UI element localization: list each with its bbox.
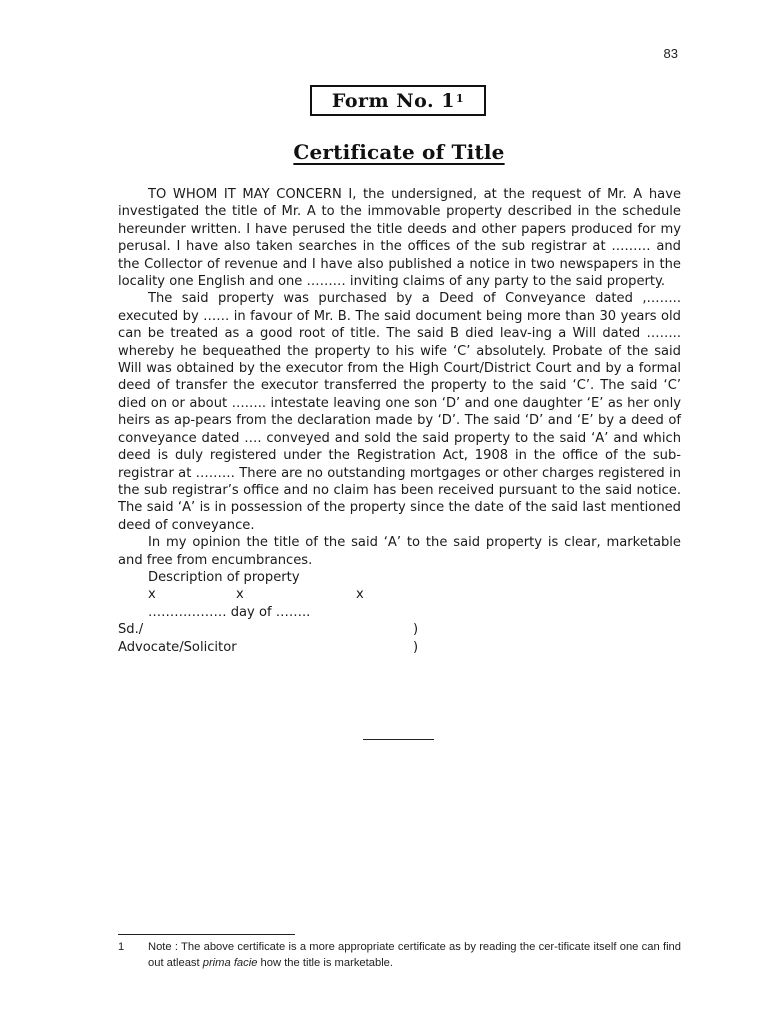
footnote-emphasis: prima facie bbox=[202, 957, 258, 969]
signature-bracket: ) bbox=[413, 639, 419, 655]
body-paragraph-history: The said property was purchased by a Deed of Conveyance dated ,…….. executed by …… in favour of Mr. B. The said document being more than 30 years old can be treated as a good root of title. The said B died leav-ing a Will dated …….. whereby he bequeathed the property to his wife ‘C’ absolutely. Probate of the said Will was obtained by the executor from the High Court/District Court and by a formal deed of transfer the executor transferred the property to the said ‘C’. The said ‘C’ died on or about …….. intestate leaving one son ‘D’ and one daughter ‘E’ as her only heirs as ap-pears from the declaration made by ‘D’. The said ‘D’ and ‘E’ by a deed of conveyance dated …. conveyed and sold the said property to the said ‘A’ and which deed is duly registered under the Registration Act, 1908 in the office of the sub-registrar at ……… There are no outstanding mortgages or other charges registered in the sub registrar’s office and no claim has been received pursuant to the said notice. The said ‘A’ is in possession of the property since the date of the said last mentioned deed of conveyance. bbox=[118, 291, 681, 533]
footnote-text-before: Note : The above certificate is a more appropriate certificate as by reading the cer-tificate itself one can find out atleast bbox=[148, 941, 681, 969]
x-mark: x bbox=[356, 587, 364, 603]
footnote bbox=[118, 939, 681, 971]
description-x-marks bbox=[118, 586, 681, 603]
page-number: 83 bbox=[663, 46, 678, 61]
section-divider bbox=[363, 739, 434, 740]
x-mark: x bbox=[236, 587, 244, 603]
signature-role-row bbox=[118, 639, 681, 656]
body-paragraph-intro: TO WHOM IT MAY CONCERN I, the undersigned, at the request of Mr. A have investigated the title of Mr. A to the immovable property described in the schedule hereunder written. I have perused the title deeds and other papers produced for my perusal. I have also taken searches in the offices of the sub registrar at ……… and the Collector of revenue and I have also published a notice in two newspapers in the locality one English and one ……… inviting claims of any party to the said property. bbox=[118, 187, 681, 290]
signature-sd-label: Sd./ bbox=[118, 622, 144, 638]
certificate-body bbox=[118, 186, 681, 656]
x-mark: x bbox=[148, 587, 156, 603]
footnote-text-after: how the title is marketable. bbox=[257, 957, 394, 969]
form-number-box bbox=[310, 85, 486, 116]
footnote-divider bbox=[118, 934, 295, 935]
footnote-number: 1 bbox=[118, 941, 125, 953]
description-heading: Description of property bbox=[148, 569, 300, 585]
page-title: Certificate of Title bbox=[293, 140, 505, 164]
date-line: ……………… day of …….. bbox=[148, 604, 311, 620]
signature-sd-row bbox=[118, 621, 681, 638]
form-footnote-marker: 1 bbox=[455, 92, 465, 105]
form-number-label: Form No. 1 bbox=[331, 89, 455, 112]
signature-role-label: Advocate/Solicitor bbox=[118, 639, 237, 655]
signature-bracket: ) bbox=[413, 622, 419, 638]
body-paragraph-opinion: In my opinion the title of the said ‘A’ to the said property is clear, marketable and free from encumbrances. bbox=[118, 535, 681, 568]
footnote-text bbox=[148, 939, 681, 971]
